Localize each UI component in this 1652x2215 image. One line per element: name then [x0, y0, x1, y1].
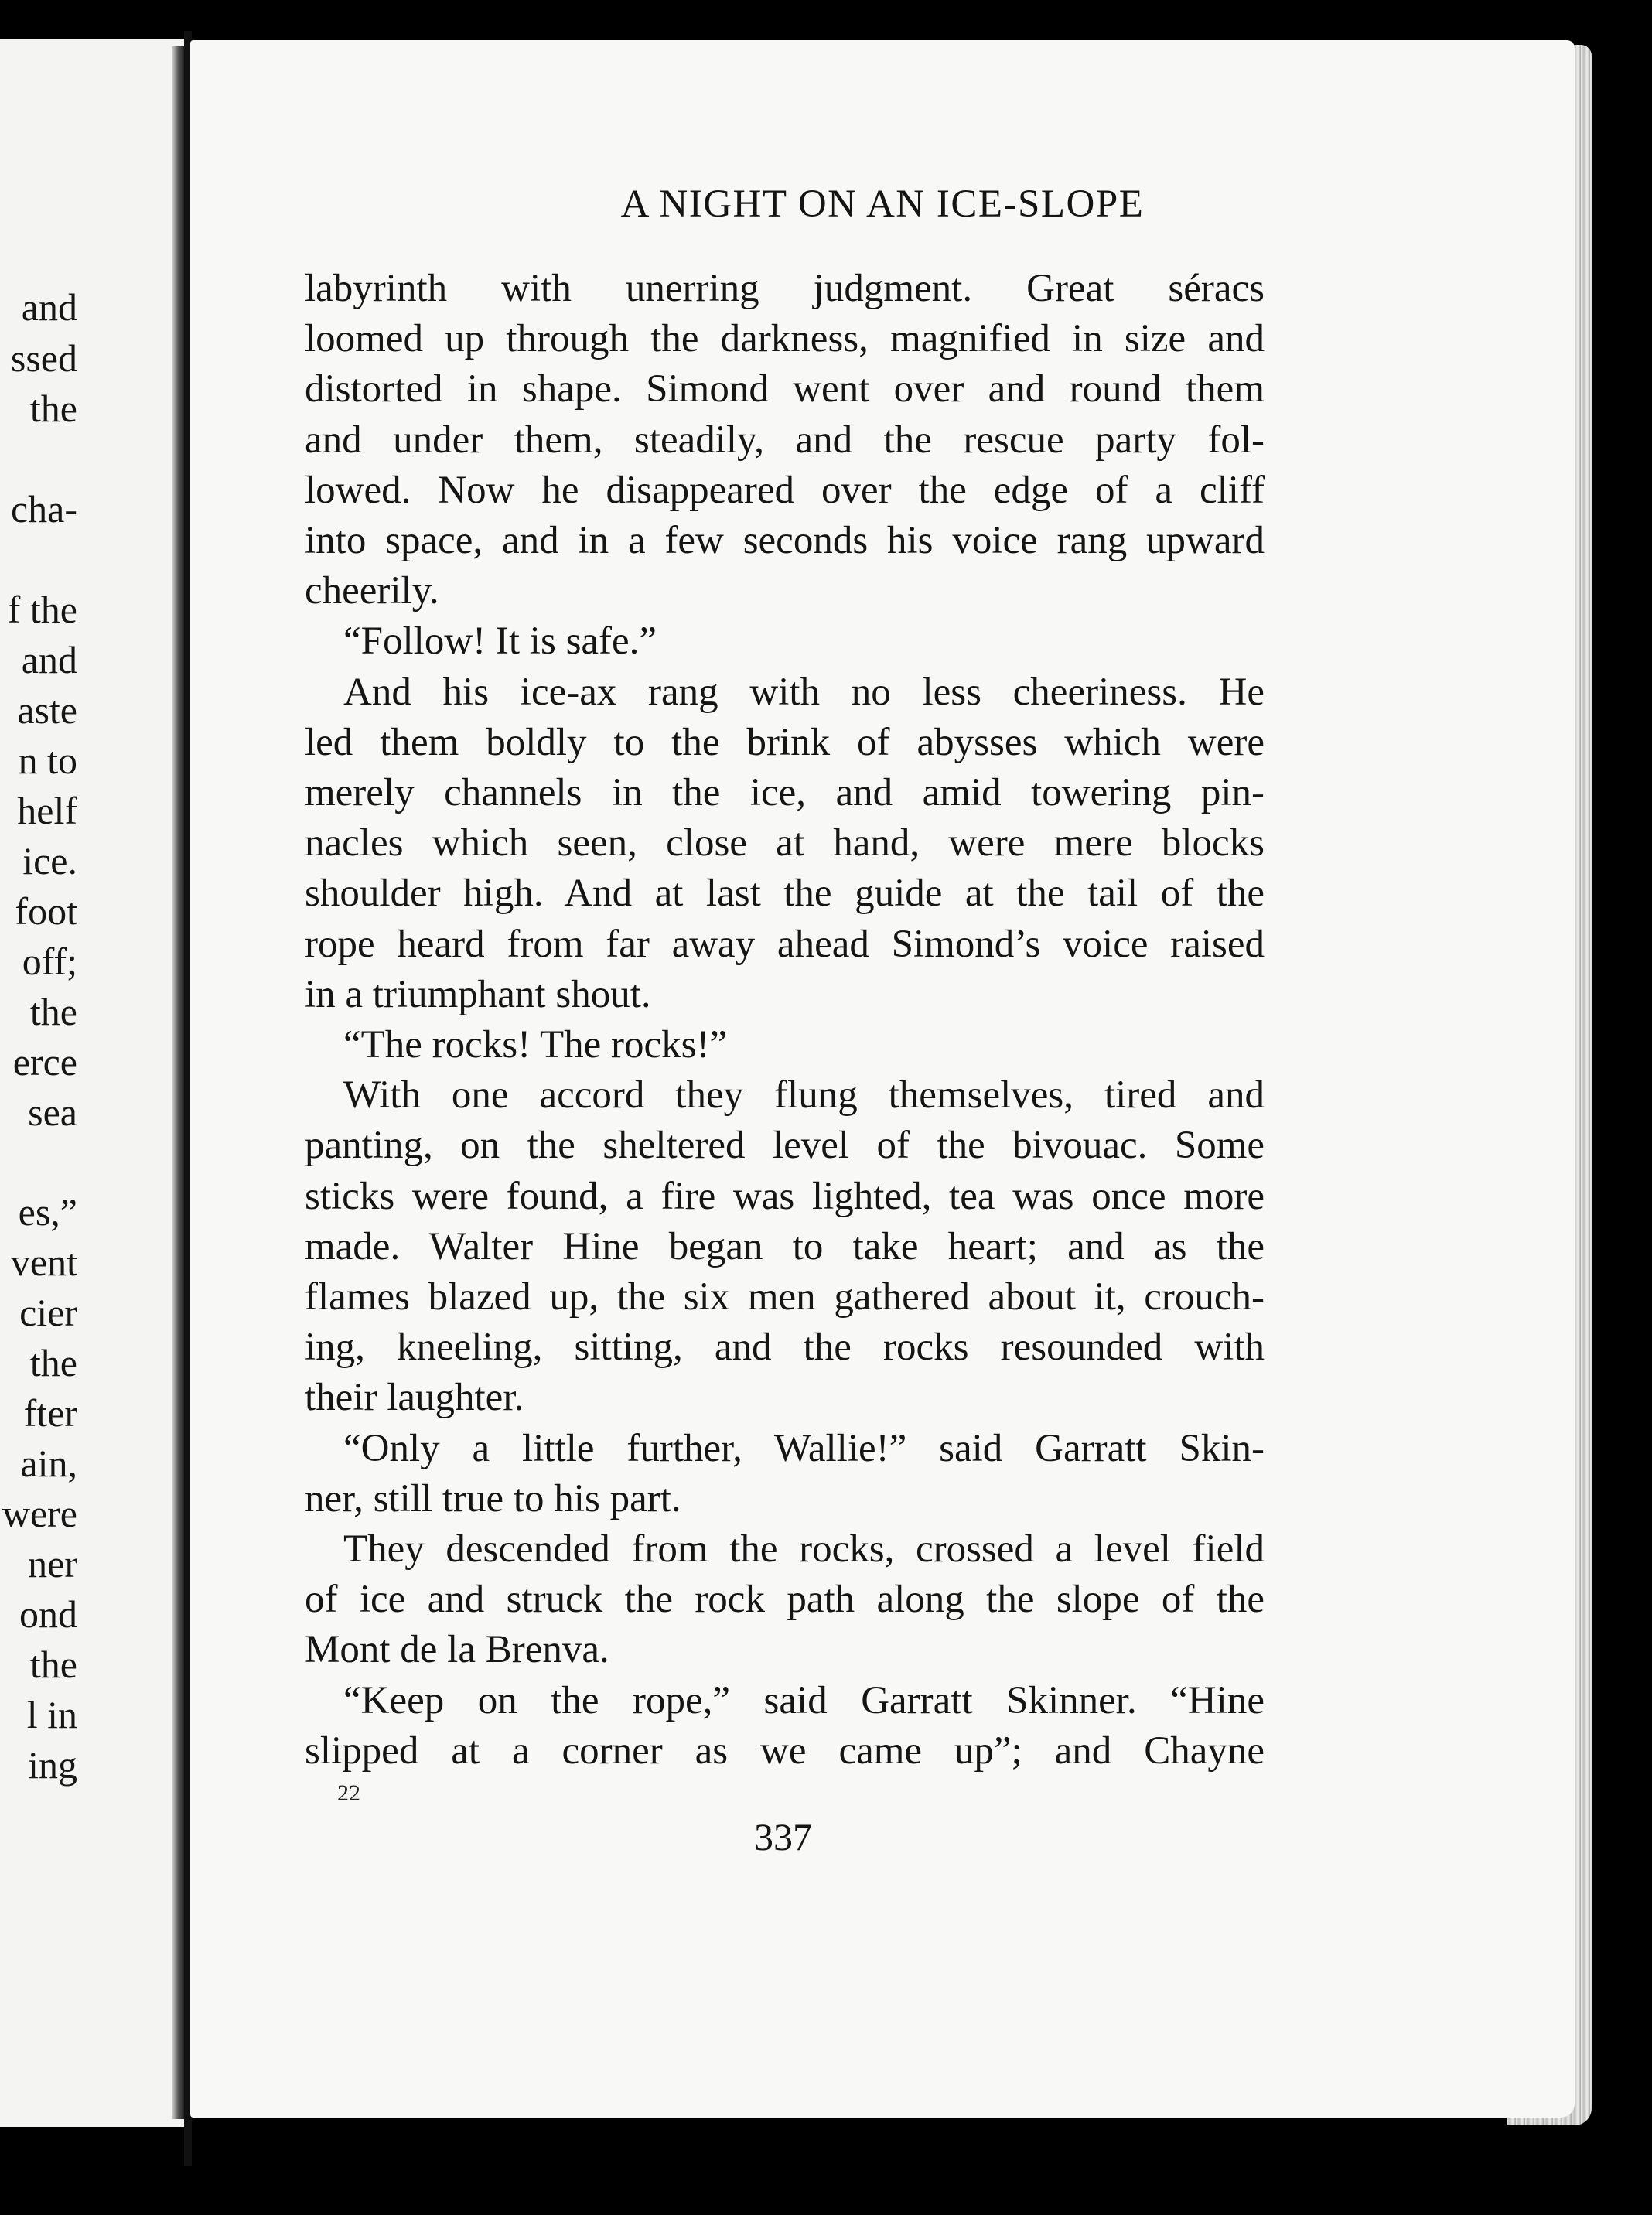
text-line: “Follow! It is safe.” [343, 619, 657, 664]
text-line: loomed up through the darkness, magnified in size and [305, 317, 1265, 361]
previous-page-line-fragment: ner [28, 1542, 77, 1585]
previous-page-line-fragment: aste [17, 688, 77, 732]
text-line: panting, on the sheltered level of the bivouac. Some [305, 1124, 1265, 1168]
text-line: made. Walter Hine began to take heart; and as the [305, 1224, 1265, 1268]
text-line: their laughter. [305, 1376, 524, 1420]
text-line: labyrinth with unerring judgment. Great séracs [305, 267, 1265, 310]
text-line: of ice and struck the rock path along the slope of the [305, 1578, 1265, 1622]
text-line: lowed. Now he disappeared over the edge of a cliff [305, 468, 1265, 512]
previous-page-line-fragment: and [21, 285, 77, 329]
running-head: A NIGHT ON AN ICE-SLOPE [620, 183, 1145, 226]
previous-page-line-fragment: fter [23, 1391, 77, 1435]
text-line: into space, and in a few seconds his voice rang upward [305, 519, 1265, 562]
text-line: “Keep on the rope,” said Garratt Skinner. “Hine [343, 1678, 1265, 1722]
previous-page-line-fragment: ssed [10, 336, 77, 380]
previous-page [0, 39, 184, 2127]
previous-page-line-fragment: helf [17, 789, 77, 832]
previous-page-line-fragment: and [21, 638, 77, 681]
previous-page-line-fragment: f the [7, 588, 77, 631]
text-line: Mont de la Brenva. [305, 1628, 609, 1672]
text-line: and under them, steadily, and the rescue party fol- [305, 418, 1265, 462]
previous-page-gutter-shadow [172, 46, 184, 2119]
previous-page-line-fragment: the [29, 1643, 77, 1686]
previous-page-line-fragment: off; [22, 940, 77, 983]
current-page [190, 40, 1575, 2118]
text-line: With one accord they flung themselves, tired and [343, 1073, 1265, 1118]
previous-page-line-fragment: the [29, 990, 77, 1033]
previous-page-line-fragment: sea [28, 1090, 77, 1134]
previous-page-line-fragment: ain, [20, 1442, 77, 1485]
text-line: rope heard from far away ahead Simond’s voice raised [305, 922, 1265, 966]
previous-page-line-fragment: l in [26, 1693, 77, 1736]
text-line: “The rocks! The rocks!” [343, 1023, 728, 1067]
text-line: And his ice-ax rang with no less cheeriness. He [343, 670, 1265, 714]
previous-page-line-fragment: were [2, 1492, 77, 1535]
previous-page-line-fragment: foot [15, 889, 77, 933]
previous-page-line-fragment: erce [12, 1040, 77, 1084]
previous-page-line-fragment: n to [18, 739, 77, 782]
text-line: They descended from the rocks, crossed a level field [343, 1527, 1265, 1571]
signature-mark: 22 [337, 1780, 360, 1806]
text-line: ner, still true to his part. [305, 1476, 681, 1520]
previous-page-line-fragment: the [29, 1341, 77, 1384]
text-line: distorted in shape. Simond went over and round them [305, 367, 1265, 411]
previous-page-line-fragment: cha- [10, 487, 77, 531]
page-number: 337 [754, 1815, 812, 1858]
text-line: merely channels in the ice, and amid towering pin- [305, 771, 1265, 814]
previous-page-line-fragment: es,” [18, 1190, 77, 1234]
previous-page-line-fragment: the [29, 387, 77, 430]
text-line: slipped at a corner as we came up”; and Chayne [305, 1729, 1265, 1773]
previous-page-line-fragment: ond [19, 1592, 77, 1636]
text-line: cheerily. [305, 569, 439, 613]
previous-page-line-fragment: cier [19, 1291, 77, 1334]
previous-page-line-fragment: ing [28, 1743, 77, 1787]
text-line: sticks were found, a fire was lighted, tea was once more [305, 1174, 1265, 1218]
previous-page-line-fragment: ice. [22, 839, 77, 882]
text-line: flames blazed up, the six men gathered about it, crouch- [305, 1275, 1265, 1319]
previous-page-line-fragment: vent [10, 1241, 77, 1284]
text-line: shoulder high. And at last the guide at the tail of the [305, 872, 1265, 916]
text-line: nacles which seen, close at hand, were mere blocks [305, 821, 1265, 865]
text-line: ing, kneeling, sitting, and the rocks resounded with [305, 1326, 1265, 1370]
text-line: in a triumphant shout. [305, 972, 651, 1016]
text-line: led them boldly to the brink of abysses which were [305, 720, 1265, 764]
text-line: “Only a little further, Wallie!” said Garratt Skin- [343, 1426, 1265, 1470]
